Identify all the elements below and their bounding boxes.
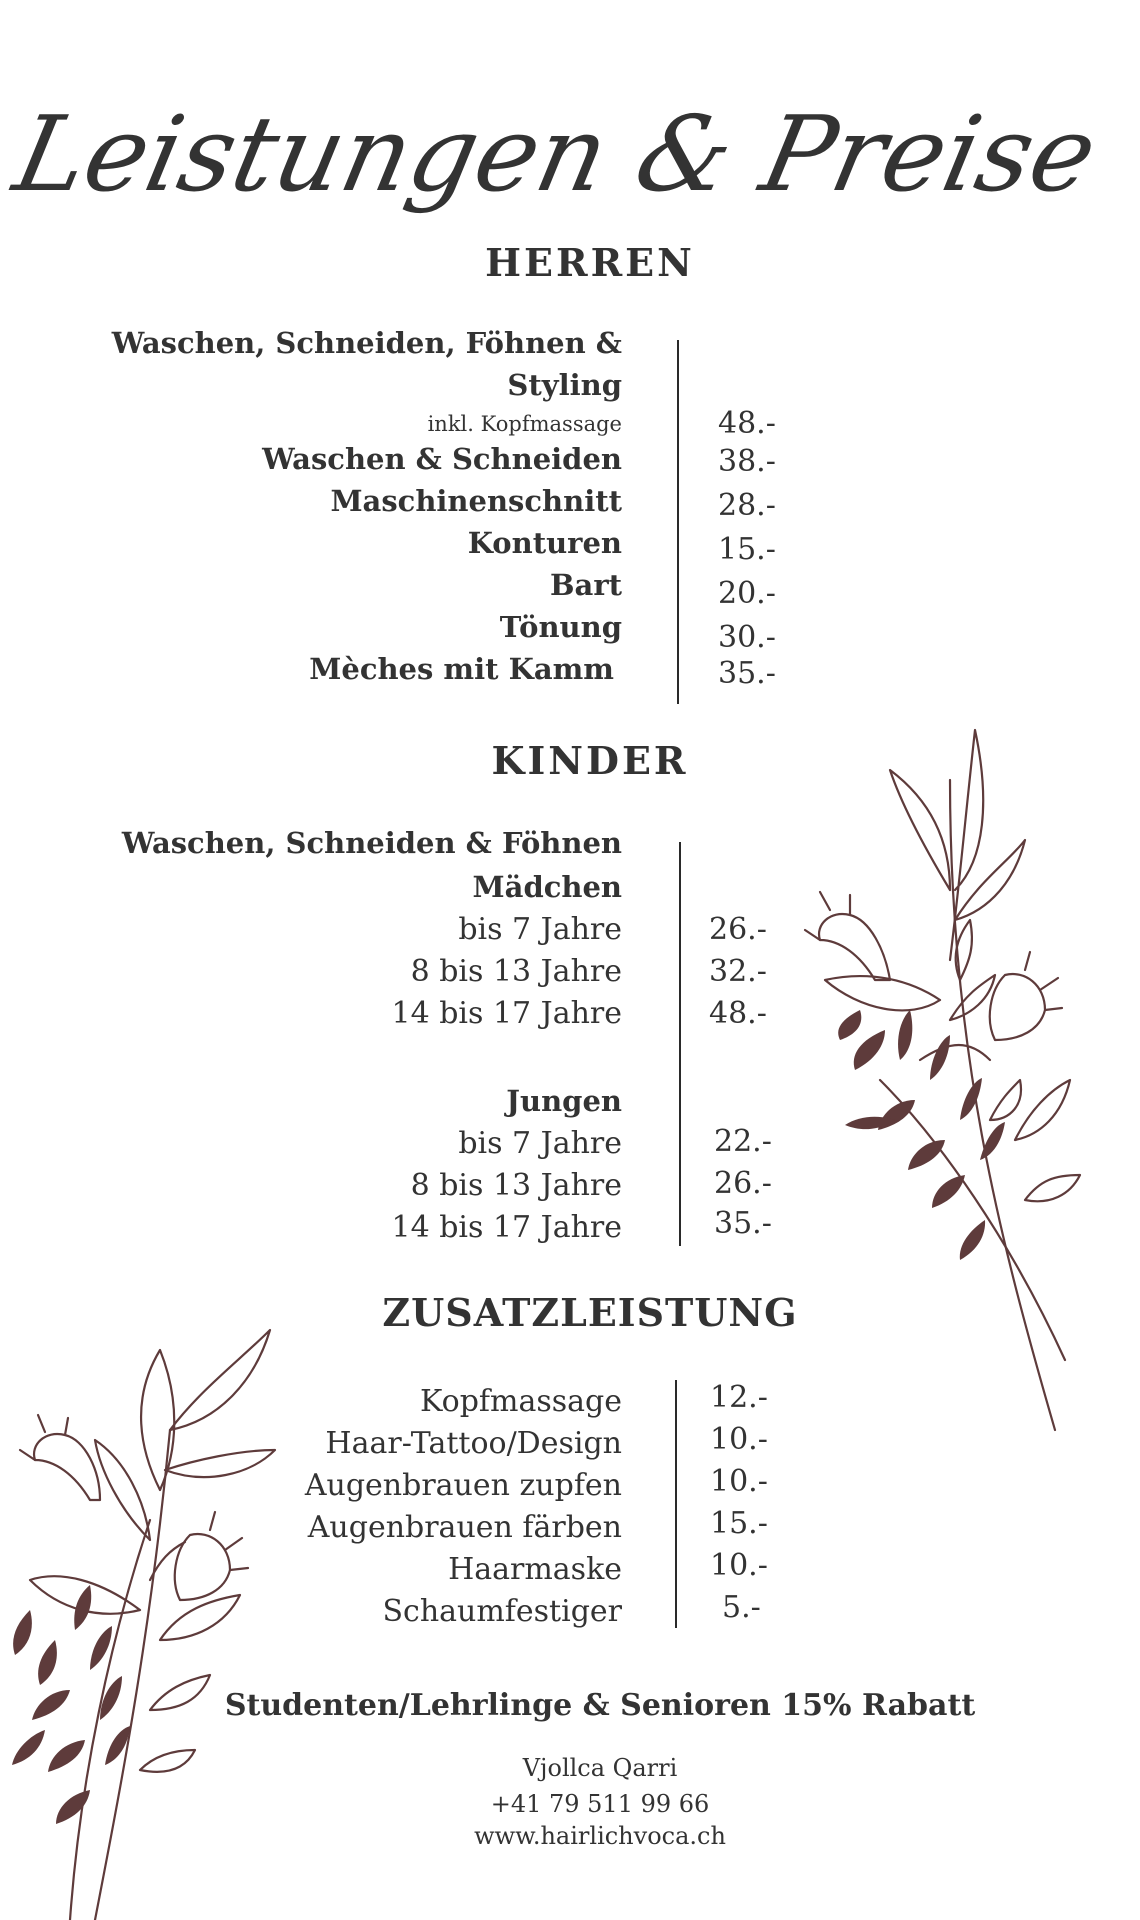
herren-item-label: Waschen & Schneiden [262, 442, 622, 476]
kinder-row-label: 8 bis 13 Jahre [410, 1168, 622, 1203]
page-title-text: Leistungen & Preise [4, 93, 1107, 215]
contact-phone[interactable]: +41 79 511 99 66 [490, 1790, 710, 1818]
kinder-row-price: 26.- [709, 912, 767, 947]
herren-item-price: 28.- [718, 488, 776, 523]
page-title [4, 40, 1107, 260]
kinder-group-jungen: Jungen [506, 1084, 622, 1118]
herren-item-price: 35.- [718, 656, 776, 691]
kinder-row-price: 22.- [714, 1124, 772, 1159]
zusatz-item-price: 10.- [710, 1422, 768, 1457]
kinder-row-price: 35.- [714, 1206, 772, 1241]
kinder-heading: KINDER [491, 738, 689, 783]
contact-website-link[interactable]: www.hairlichvoca.ch [474, 1822, 726, 1850]
herren-item-label: Waschen, Schneiden, Föhnen & [111, 326, 622, 360]
zusatz-item-label: Schaumfestiger [382, 1594, 622, 1629]
herren-item-label: Mèches mit Kamm [309, 652, 614, 686]
zusatz-item-label: Haar-Tattoo/Design [325, 1426, 622, 1461]
zusatz-item-price: 10.- [710, 1464, 768, 1499]
kinder-row-label: bis 7 Jahre [458, 912, 622, 947]
zusatz-item-price: 12.- [710, 1380, 768, 1415]
kinder-row-label: bis 7 Jahre [458, 1126, 622, 1161]
herren-item-label: Bart [550, 568, 622, 602]
kinder-row-price: 26.- [714, 1166, 772, 1201]
herren-item-note: inkl. Kopfmassage [427, 412, 622, 436]
kinder-service-label: Waschen, Schneiden & Föhnen [121, 826, 622, 860]
herren-item-price: 30.- [718, 620, 776, 655]
contact-name: Vjollca Qarri [522, 1754, 678, 1782]
kinder-divider [679, 842, 681, 1246]
zusatz-divider [675, 1380, 677, 1628]
herren-item-price: 38.- [718, 444, 776, 479]
kinder-group-maedchen: Mädchen [472, 870, 622, 904]
kinder-row-price: 32.- [709, 954, 767, 989]
zusatz-item-price: 10.- [710, 1548, 768, 1583]
herren-item-label: Tönung [499, 610, 622, 644]
kinder-row-label: 8 bis 13 Jahre [410, 954, 622, 989]
zusatz-item-label: Augenbrauen zupfen [304, 1468, 622, 1503]
herren-item-price: 48.- [718, 406, 776, 441]
herren-item-label: Konturen [467, 526, 622, 560]
herren-item-price: 20.- [718, 576, 776, 611]
zusatz-heading: ZUSATZLEISTUNG [382, 1290, 798, 1335]
discount-note: Studenten/Lehrlinge & Senioren 15% Rabatt [224, 1688, 976, 1723]
herren-divider [677, 340, 679, 704]
zusatz-item-price: 5.- [722, 1590, 761, 1625]
herren-heading: HERREN [485, 240, 695, 285]
zusatz-item-label: Haarmaske [448, 1552, 622, 1587]
kinder-row-price: 48.- [709, 996, 767, 1031]
kinder-row-label: 14 bis 17 Jahre [391, 996, 622, 1031]
kinder-row-label: 14 bis 17 Jahre [391, 1210, 622, 1245]
herren-item-label: Maschinenschnitt [330, 484, 622, 518]
herren-item-price: 15.- [718, 532, 776, 567]
herren-item-label: Styling [507, 368, 622, 402]
zusatz-item-label: Kopfmassage [420, 1384, 622, 1419]
zusatz-item-label: Augenbrauen färben [307, 1510, 622, 1545]
zusatz-item-price: 15.- [710, 1506, 768, 1541]
